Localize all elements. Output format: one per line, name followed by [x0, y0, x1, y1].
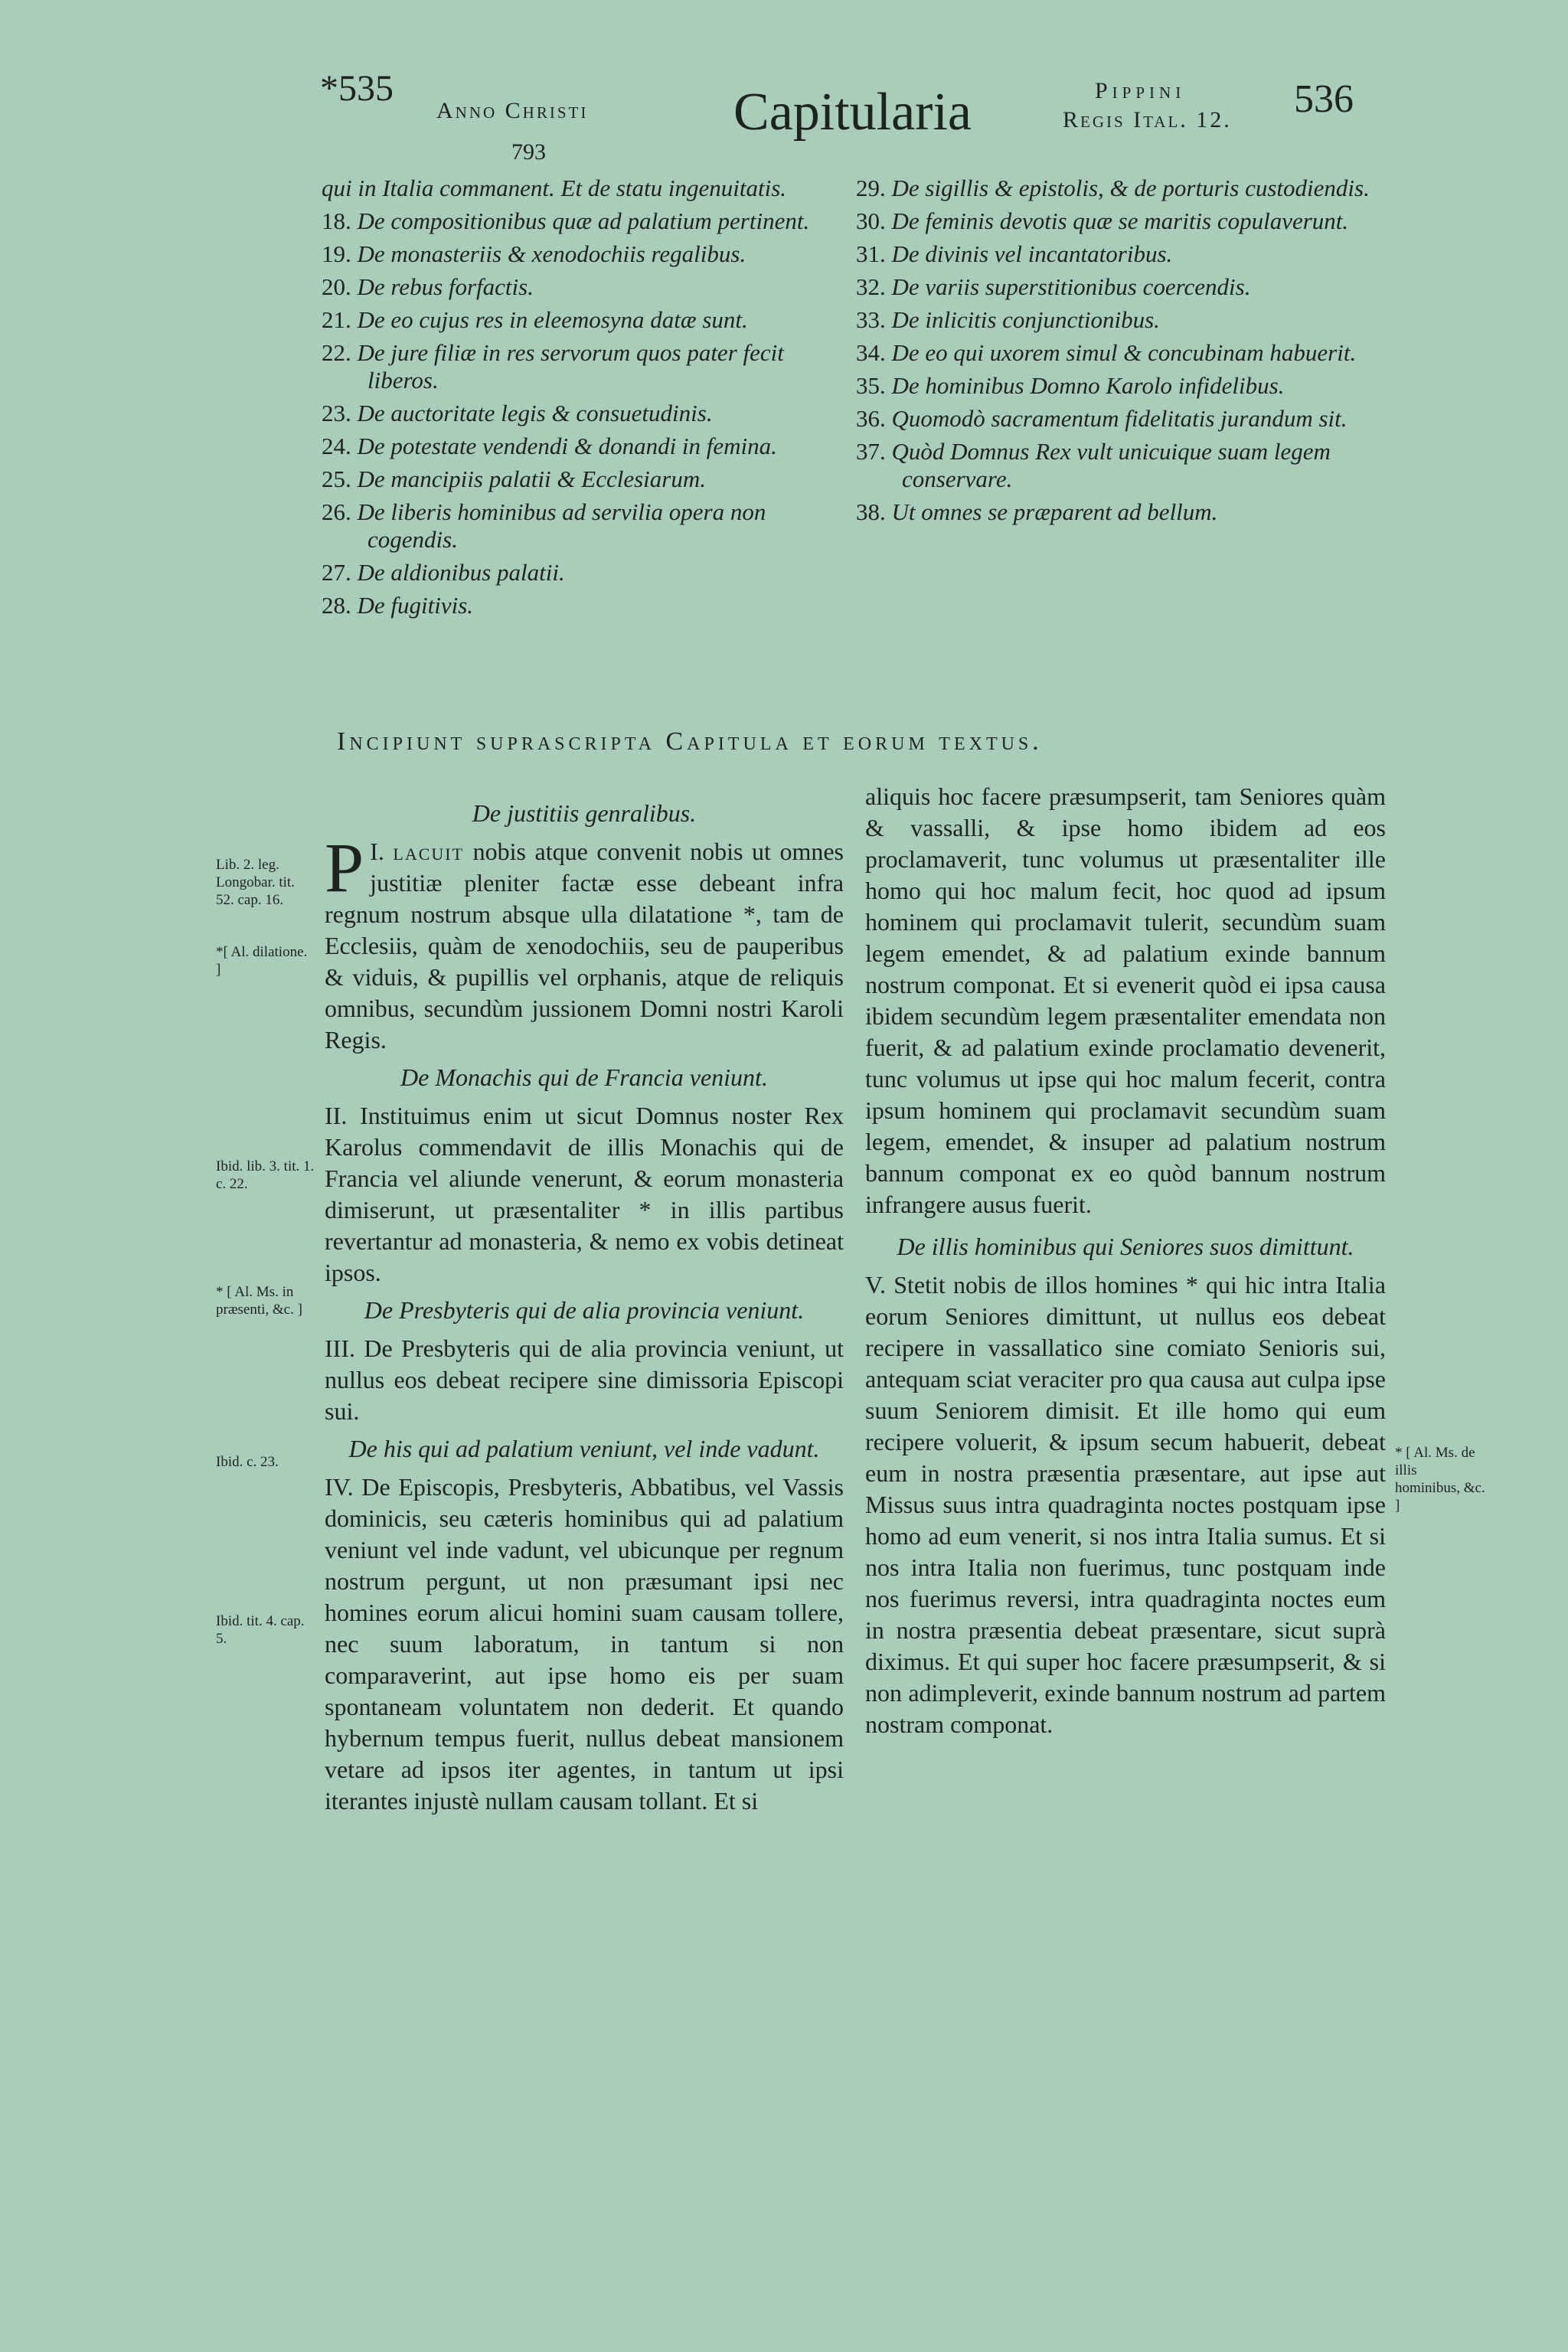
toc-left [322, 175, 835, 625]
chapter-number: III. [325, 1334, 355, 1362]
left-column [325, 793, 844, 1823]
running-header-pippini: Pippini [1095, 78, 1186, 103]
anno-label: Anno Christi [436, 98, 589, 123]
chapter-3: III. De Presbyteris qui de alia provincia veniunt, ut nullus eos debeat recipere sine dimissoria Episcopi sui. [325, 1334, 844, 1425]
chapter-1: I. P lacuit nobis atque convenit nobis ut omnes justitiæ pleniter factæ esse debeant infra regnum nostrum absque ulla dilatatione *, tam de Ecclesiis, quàm de xenodochiis, seu de pauperibus & viduis, & pupillis vel orphanis, atque de reliquis omnibus, secundùm jussionem Domni nostri Karoli Regis. [325, 828, 844, 1054]
toc-item: 31. De divinis vel incantatoribus. [856, 240, 1173, 267]
toc-item: 32. De variis superstitionibus coercendis. [856, 273, 1251, 300]
margin-note: Lib. 2. leg. Longobar. tit. 52. cap. 16. [216, 857, 295, 908]
margin-note: Ibid. tit. 4. cap. 5. [216, 1613, 305, 1647]
margin-note: Ibid. c. 23. [216, 1454, 279, 1470]
toc-item: 35. De hominibus Domno Karolo infidelibus. [856, 372, 1285, 399]
left-page-number: *535 [320, 68, 394, 109]
toc-item: 36. Quomodò sacramentum fidelitatis jurandum sit. [856, 405, 1348, 432]
running-header-regis: Regis Ital. 12. [1063, 107, 1232, 132]
rubric: De Monachis qui de Francia veniunt. [400, 1063, 768, 1091]
right-column [865, 781, 1386, 1746]
chapter-number: V. [865, 1271, 886, 1298]
chapter-number: II. [325, 1102, 348, 1129]
margin-note: *[ Al. dilatione. ] [216, 944, 308, 978]
anno-year: 793 [511, 139, 546, 165]
toc-item: 34. De eo qui uxorem simul & concubinam habuerit. [856, 339, 1357, 366]
toc-item: 37. Quòd Domnus Rex vult unicuique suam legem conservare. [856, 438, 1331, 492]
toc-item: 25. De mancipiis palatii & Ecclesiarum. [322, 466, 706, 492]
rubric: De illis hominibus qui Seniores suos dimittunt. [897, 1233, 1354, 1260]
chapter-4-continued: aliquis hoc facere præsumpserit, tam Seniores quàm & vassalli, & ipse homo ibidem ad eos proclamaverit, tunc volumus ut præsentaliter ille homo qui hoc malum fecit, hoc quod ad ipsum hominem qui proclamavit tulerit, secundùm suam legem emendet, & ad palatium exinde bannum nostrum componat. Et si evenerit quòd ei ipsa causa ibidem secundùm legem præsentaliter emendata non fuerit, & ad palatium exinde proclamatio devenerit, tunc volumus ut ipse qui hoc malum fecerit, contra ipsum hominem qui proclamavit secundùm suam legem, emendet, & insuper ad palatium nostrum bannum componat ex eo quòd bannum nostrum infrangere ausus fuerit. [865, 782, 1386, 1218]
toc-item: 28. De fugitivis. [322, 592, 474, 619]
chapter-5: V. Stetit nobis de illos homines * qui hic intra Italia eorum Seniores dimittunt, ut nullus eos debeat recipere in vassallatico sine comiato Senioris sui, antequam sciat veraciter pro qua causa aut culpa ipse suum Seniorem dimisit. Et ille homo qui eum recipere voluerit, & ipsum secum habuerit, debeat eum in nostra præsentia præsentare, aut ipse aut Missus suus intra quadraginta noctes postquam ipse homo ad eum venerit, si nos intra Italia sumus. Et si nos intra Italia non fuerimus, tunc postquam inde nos fuerimus reversi, intra quadraginta noctes eum in nostra præsentia debeat præsentare, sicut suprà diximus. Et qui super hoc facere præsumpserit, & si non adimpleverit, exinde bannum nostrum ad partem nostram componat. [865, 1271, 1387, 1738]
toc-item: 26. De liberis hominibus ad servilia opera non cogendis. [322, 498, 766, 553]
rubric: De justitiis genralibus. [472, 799, 697, 827]
right-page-number: 536 [1294, 77, 1354, 121]
toc-item: 30. De feminis devotis quæ se maritis copulaverunt. [856, 207, 1349, 234]
toc-item: 23. De auctoritate legis & consuetudinis. [322, 400, 713, 426]
toc-item: 24. De potestate vendendi & donandi in femina. [322, 433, 777, 459]
toc-item: 22. De jure filiæ in res servorum quos pater fecit liberos. [322, 339, 784, 394]
toc-item: 21. De eo cujus res in eleemosyna datæ sunt. [322, 306, 748, 333]
toc-item: 29. De sigillis & epistolis, & de porturis custodiendis. [856, 175, 1370, 201]
toc-item: 18. De compositionibus quæ ad palatium pertinent. [322, 207, 810, 234]
drop-cap: P [325, 828, 364, 906]
rubric: De his qui ad palatium veniunt, vel inde vadunt. [348, 1435, 820, 1462]
toc-right [856, 175, 1377, 531]
margin-note: * [ Al. Ms. de illis hominibus, &c. ] [1395, 1445, 1485, 1514]
toc-item: 38. Ut omnes se præparent ad bellum. [856, 498, 1218, 525]
toc-item: qui in Italia commanent. Et de statu ingenuitatis. [322, 175, 787, 201]
chapter-number: I. [370, 838, 384, 865]
chapter-number: IV. [325, 1473, 354, 1501]
toc-item: 19. De monasteriis & xenodochiis regalibus. [322, 240, 746, 267]
toc-item: 27. De aldionibus palatii. [322, 559, 565, 586]
section-heading: Incipiunt suprascripta Capitula et eorum textus. [337, 727, 1043, 756]
running-title: Capitularia [733, 83, 972, 142]
rubric: De Presbyteris qui de alia provincia veniunt. [364, 1296, 805, 1324]
margin-note: * [ Al. Ms. in præsenti, &c. ] [216, 1284, 302, 1318]
toc-item: 20. De rebus forfactis. [322, 273, 534, 300]
chapter-4: IV. De Episcopis, Presbyteris, Abbatibus, vel Vassis dominicis, seu cæteris hominibus qui ad palatium veniunt vel inde vadunt, vel ubicunque per regnum nostrum pergunt, ut non præsumant ipsi nec homines eorum alicui homini suam causam tollere, nec suum laboratum, in tantum si non comparaverint, aut ipse homo eis per suam spontaneam voluntatem non dederit. Et quando hybernum tempus fuerit, nullus debeat mansionem vetare ad ipsos iter agentes, in tantum ut ipsi iterantes injustè nullam causam tollant. Et si [325, 1473, 844, 1815]
chapter-2: II. Instituimus enim ut sicut Domnus noster Rex Karolus commendavit de illis Monachis qui de Francia vel aliunde venerunt, & eorum monasteria dimiserunt, ut præsentaliter * in illis partibus revertantur ad monasteria, & nemo ex vobis detineat ipsos. [325, 1102, 844, 1286]
toc-item: 33. De inlicitis conjunctionibus. [856, 306, 1160, 333]
margin-note: Ibid. lib. 3. tit. 1. c. 22. [216, 1158, 315, 1192]
